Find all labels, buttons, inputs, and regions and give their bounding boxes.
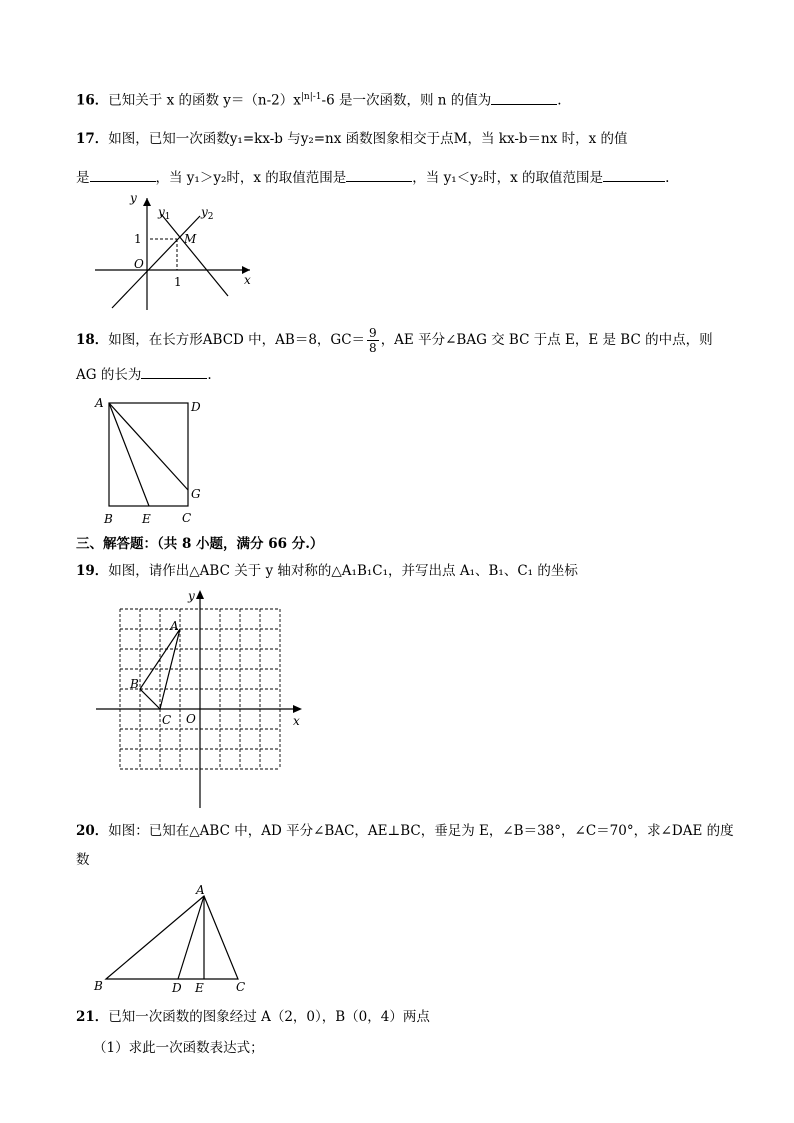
label-d: D	[172, 981, 182, 995]
exponent: |n|-1	[300, 92, 322, 102]
question-text: 已知关于 x 的函数 y＝（n-2）x	[108, 92, 301, 109]
label-a: A	[196, 883, 205, 897]
question-16	[76, 88, 562, 110]
x-axis-label: x	[244, 273, 251, 287]
answer-blank[interactable]	[603, 167, 665, 182]
answer-blank[interactable]	[491, 90, 557, 105]
tick-y-label: 1	[134, 232, 142, 246]
question-21	[76, 1008, 430, 1026]
label-b: B	[130, 677, 139, 691]
question-number: 21．	[76, 1009, 109, 1025]
x-arrow-icon	[293, 705, 302, 713]
origin-label: O	[134, 257, 144, 271]
label-a: A	[95, 396, 104, 410]
question-number: 19．	[76, 563, 109, 579]
segment-ag	[109, 403, 188, 490]
label-c: C	[236, 980, 246, 994]
question-19	[76, 562, 578, 580]
answer-blank[interactable]	[90, 167, 156, 182]
label-b: B	[94, 979, 103, 993]
question-21-part1: （1）求此一次函数表达式；	[93, 1040, 264, 1056]
line-y2-label: $y_2$	[201, 205, 214, 222]
y-arrow-icon	[196, 590, 204, 599]
section-heading: 三、解答题：（共 8 小题，满分 66 分.）	[76, 536, 324, 552]
question-20-line2	[76, 851, 90, 869]
label-c: C	[182, 511, 192, 525]
question-text: -6 是一次函数，则 n 的值为	[321, 92, 492, 109]
q20-figure	[92, 880, 262, 995]
fraction	[367, 326, 379, 355]
rectangle-abcd	[109, 403, 188, 506]
period: .	[207, 367, 212, 383]
question-number: 16．	[76, 92, 109, 109]
label-e: E	[142, 512, 151, 526]
question-text: 如图，在长方形ABCD 中，AB＝8，GC＝	[108, 332, 366, 348]
line-y1-label: $y_1$	[158, 205, 171, 222]
triangle-abc	[106, 896, 238, 979]
label-d: D	[191, 400, 201, 414]
answer-blank[interactable]	[141, 364, 207, 379]
question-text: 如图：已知在△ABC 中，AD 平分∠BAC，AE⊥BC，垂足为 E，∠B＝38°，∠C＝70°，求∠DAE 的度	[108, 823, 734, 839]
label-b: B	[104, 512, 113, 526]
question-number: 18．	[76, 332, 109, 348]
question-text: ，当 y₁＜y₂时，x 的取值范围是	[412, 170, 604, 186]
fraction-numerator: 9	[369, 326, 377, 340]
period: .	[557, 92, 562, 109]
segment-ae	[109, 403, 149, 506]
label-c: C	[162, 713, 172, 727]
question-17-line2	[76, 167, 669, 187]
y-axis-label: y	[188, 589, 195, 603]
label-g: G	[191, 487, 201, 501]
point-m-label: M	[184, 232, 197, 246]
y-axis-label: y	[130, 191, 137, 205]
question-text: AG 的长为	[76, 367, 142, 383]
question-text: 已知一次函数的图象经过 A（2，0），B（0，4）两点	[108, 1009, 430, 1025]
question-text: 如图，请作出△ABC 关于 y 轴对称的△A₁B₁C₁，并写出点 A₁、B₁、C₁ 的坐标	[108, 563, 578, 579]
question-text: ，当 y₁＞y₂时，x 的取值范围是	[155, 170, 347, 186]
period: .	[665, 170, 670, 186]
question-number: 20．	[76, 823, 109, 839]
label-a: A	[170, 619, 179, 633]
question-number: 17．	[76, 131, 109, 147]
line-y2	[112, 216, 200, 308]
question-text: 如图，已知一次函数y₁=kx-b 与y₂=nx 函数图象相交于点M，当 kx-b＝nx 时，x 的值	[108, 131, 628, 147]
line-y1	[161, 214, 228, 296]
label-o: O	[186, 712, 196, 726]
question-18-line1	[76, 326, 713, 355]
question-text: ，AE 平分∠BAG 交 BC 于点 E，E 是 BC 的中点，则	[380, 332, 713, 348]
question-text: 是	[76, 170, 90, 186]
q17-figure	[90, 190, 270, 315]
question-18-line2	[76, 364, 212, 384]
q19-grid-figure	[92, 588, 312, 813]
question-20-line1	[76, 822, 734, 840]
fraction-denominator: 8	[369, 341, 377, 355]
q18-figure	[92, 395, 222, 530]
label-e: E	[195, 981, 204, 995]
question-text: 数	[76, 852, 90, 868]
question-17-line1	[76, 130, 628, 148]
y-arrow-icon	[143, 198, 151, 206]
x-axis-label: x	[293, 714, 300, 728]
segment-ad	[178, 896, 204, 979]
answer-blank[interactable]	[346, 167, 412, 182]
tick-x-label: 1	[174, 275, 182, 289]
